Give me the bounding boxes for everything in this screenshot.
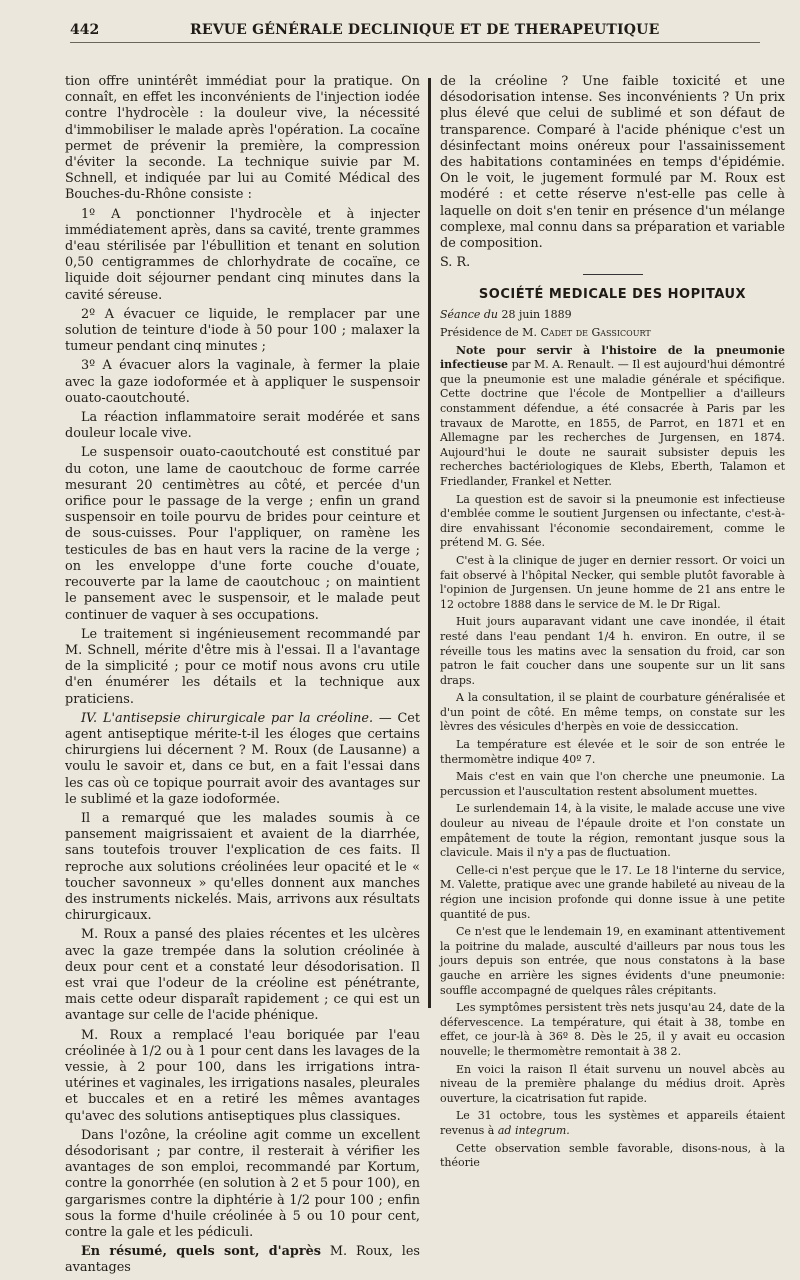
- presidence-label: Présidence de M.: [440, 326, 541, 340]
- paragraph: M. Roux a pansé des plaies récentes et les ulcères avec la gaze trempée dans la solution créolinée à deux pour cent et a constaté leur désodorisation. Il est vrai que l'odeur de la créoline est pénétrante, mais cette odeur disparaît rapidement ; ce qui est un avantage sur celle de l'acide phénique.: [65, 927, 420, 1024]
- session-line: [440, 308, 785, 323]
- paragraph: Le surlendemain 14, à la visite, le malade accuse une vive douleur au niveau de l'épaule droite et l'on constate un empâtement de toute la région, remontant jusque sous la clavicule. Mais il n'y a pas de fluctuation.: [440, 802, 785, 860]
- column-divider: [428, 78, 431, 1008]
- outcome-text: Le 31 octobre, tous les systèmes et appareils étaient revenus à: [440, 1109, 785, 1137]
- paragraph: Les symptômes persistent très nets jusqu'au 24, date de la défervescence. La température, qui était à 38, tombe en effet, ce jour-là à 36º 8. Dès le 25, il y avait eu occasion nouvelle; le thermomètre remontait à 38 2.: [440, 1001, 785, 1058]
- session-date: 28 juin 1889: [497, 308, 572, 322]
- page-number: 442: [70, 22, 100, 38]
- paragraph: La réaction inflammatoire serait modérée et sans douleur locale vive.: [65, 410, 420, 442]
- note-text: par M. A. Renault. — Il est aujourd'hui démontré que la pneumonie est une maladie générale et spécifique. Cette doctrine que l'école de Montpellier a d'ailleurs constamment défendue, a été consacrée à Paris par les travaux de Marotte, en 1855, de Parrot, en 1871 et en Allemagne par les recherches de Jurgensen, en 1874. Aujourd'hui le doute ne saurait subsister depuis les recherches bactériologiques de Klebs, Eberth, Talamon et Friedlander, Frankel et Netter.: [440, 358, 785, 488]
- running-title: REVUE GÉNÉRALE DECLINIQUE ET DE THERAPEUTIQUE: [190, 22, 660, 38]
- section-text: — Cet agent antiseptique mérite-t-il les éloges que certains chirurgiens lui décernent ? M. Roux (de Lausanne) a voulu le savoir et, dans ce but, en a fait l'essai dans les cas où ce topique pourrait avoir des avantages sur le sublimé et la gaze iodoformée.: [65, 710, 420, 807]
- page-header: [70, 18, 760, 43]
- paragraph: 3º A évacuer alors la vaginale, à fermer la plaie avec la gaze iodoformée et à appliquer le suspensoir ouato-caoutchouté.: [65, 358, 420, 406]
- paragraph: tion offre unintérêt immédiat pour la pratique. On connaît, en effet les inconvénients de l'injection iodée contre l'hydrocèle : la douleur vive, la nécessité d'immobiliser le malade après l'opération. La cocaïne permet de prévenir la première, la compression d'éviter la seconde. La technique suivie par M. Schnell, et indiquée par lui au Comité Médical des Bouches-du-Rhône consiste :: [65, 74, 420, 203]
- outcome-latin: ad integrum.: [497, 1123, 570, 1137]
- paragraph: Mais c'est en vain que l'on cherche une pneumonie. La percussion et l'auscultation restent absolument muettes.: [440, 770, 785, 798]
- section-separator: [583, 274, 643, 275]
- paragraph: C'est à la clinique de juger en dernier ressort. Or voici un fait observé à l'hôpital Necker, qui semble plutôt favorable à l'opinion de Jurgensen. Un jeune homme de 21 ans entre le 12 octobre 1888 dans le service de M. le Dr Rigal.: [440, 553, 785, 611]
- paragraph: Dans l'ozône, la créoline agit comme un excellent désodorisant ; par contre, il resterait à vérifier les avantages de son emploi, recommandé par Kortum, contre la gonorrhée (en solution à 2 et 5 pour 100), en gargarismes contre la diphtérie à 1/2 pour 100 ; enfin sous la forme d'huile créolinée à 5 ou 10 pour cent, contre la gale et les pédiculi.: [65, 1127, 420, 1241]
- paragraph: En voici la raison Il était survenu un nouvel abcès au niveau de la première phalange du médius droit. Après ouverture, la cicatrisation fut rapide.: [440, 1062, 785, 1105]
- note-paragraph: [440, 344, 785, 490]
- left-column: [65, 74, 420, 1280]
- paragraph: La température est élevée et le soir de son entrée le thermomètre indique 40º 7.: [440, 738, 785, 766]
- paragraph: [65, 1244, 420, 1276]
- paragraph: Celle-ci n'est perçue que le 17. Le 18 l'interne du service, M. Valette, pratique avec une grande habileté au niveau de la région une incision profonde qui donne issue à une petite quantité de pus.: [440, 863, 785, 921]
- paragraph: Ce n'est que le lendemain 19, en examinant attentivement la poitrine du malade, ausculté d'ailleurs par nous tous les jours depuis son entrée, que nous constatons à la base gauche en arrière les signes évidents d'une pneumonie: souffle accompagné de quelques râles crépitants.: [440, 925, 785, 997]
- paragraph: Huit jours auparavant vidant une cave inondée, il était resté dans l'eau pendant 1/4 h. environ. En outre, il se réveille tous les matins avec la sensation du froid, car son patron le fait coucher dans une soupente sur un lit sans draps.: [440, 615, 785, 687]
- paragraph: M. Roux a remplacé l'eau boriquée par l'eau créolinée à 1/2 ou à 1 pour cent dans les lavages de la vessie, à 2 pour 100, dans les irrigations intra-utérines et vaginales, les irrigations nasales, pleurales et buccales et en a retiré les mêmes avantages qu'avec des solutions antiseptiques plus classiques.: [65, 1027, 420, 1124]
- section-paragraph: [65, 711, 420, 808]
- paragraph: Le traitement si ingénieusement recommandé par M. Schnell, mérite d'être mis à l'essai. Il a l'avantage de la simplicité ; pour ce motif nous avons cru utile d'en énumérer les détails et la technique aux praticiens.: [65, 626, 420, 707]
- note-title: Note pour servir à l'histoire de la pneumonie infectieuse: [440, 343, 785, 372]
- paragraph: Il a remarqué que les malades soumis à ce pansement maigrissaient et avaient de la diarrhée, sans toutefois trouver l'explication de ces faits. Il reproche aux solutions créolinées leur opacité et le « toucher savonneux » qu'elles donnent aux manches des instruments nickelés. Mais, arrivons aux résultats chirurgicaux.: [65, 810, 420, 924]
- summary-text: M. Roux, les avantages: [65, 1244, 420, 1276]
- paragraph: 1º A ponctionner l'hydrocèle et à injecter immédiatement après, dans sa cavité, trente grammes d'eau stérilisée par l'ébullition et tenant en solution 0,50 centigrammes de chlorhydrate de cocaïne, ce liquide doit séjourner pendant cinq minutes dans la cavité séreuse.: [65, 206, 420, 303]
- paragraph: La question est de savoir si la pneumonie est infectieuse d'emblée comme le soutient Jurgensen ou infectante, c'est-à-dire envahissant l'économie secondairement, comme le prétend M. G. Sée.: [440, 492, 785, 550]
- paragraph: de la créoline ? Une faible toxicité et une désodorisation intense. Ses inconvénients ? Un prix plus élevé que celui de sublimé et son défaut de transparence. Comparé à l'acide phénique c'est un désinfectant moins onéreux pour l'assainissement des habitations contaminées en temps d'épidémie. On le voit, le jugement formulé par M. Roux est modéré : et cette réserve n'est-elle pas celle à laquelle on doit s'en tenir en présence d'un mélange complexe, mal connu dans sa préparation et variable de composition.: [440, 74, 785, 252]
- paragraph: Le suspensoir ouato-caoutchouté est constitué par du coton, une lame de caoutchouc de forme carrée mesurant 20 centimètres au côté, et percée d'un orifice pour le passage de la verge ; enfin un grand suspensoir en toile pourvu de brides pour ceinture et de sous-cuisses. Pour l'appliquer, on ramène les testicules de bas en haut vers la racine de la verge ; on les enveloppe d'une forte couche d'ouate, recouverte par la lame de caoutchouc ; on maintient le pansement avec le suspensoir, et le malade peut continuer de vaquer à ses occupations.: [65, 445, 420, 623]
- presidence-line: [440, 326, 785, 341]
- summary-lead: En résumé, quels sont, d'après: [81, 1244, 321, 1260]
- session-label: Séance du: [440, 308, 498, 322]
- presidence-name: Cadet de Gassicourt: [540, 326, 651, 340]
- right-column: [440, 74, 785, 1174]
- paragraph: A la consultation, il se plaint de courbature généralisée et d'un point de côté. En même temps, on constate sur les lèvres des vésicules d'herpès en voie de dessiccation.: [440, 691, 785, 734]
- section-heading: IV. L'antisepsie chirurgicale par la créoline.: [81, 710, 374, 726]
- paragraph: 2º A évacuer ce liquide, le remplacer par une solution de teinture d'iode à 50 pour 100 ; malaxer la tumeur pendant cinq minutes ;: [65, 306, 420, 355]
- paragraph: Cette observation semble favorable, disons-nous, à la théorie: [440, 1141, 785, 1170]
- society-title: SOCIÉTÉ MEDICALE DES HOPITAUX: [478, 287, 747, 303]
- signature: S. R.: [440, 255, 471, 271]
- paragraph: [440, 1109, 785, 1138]
